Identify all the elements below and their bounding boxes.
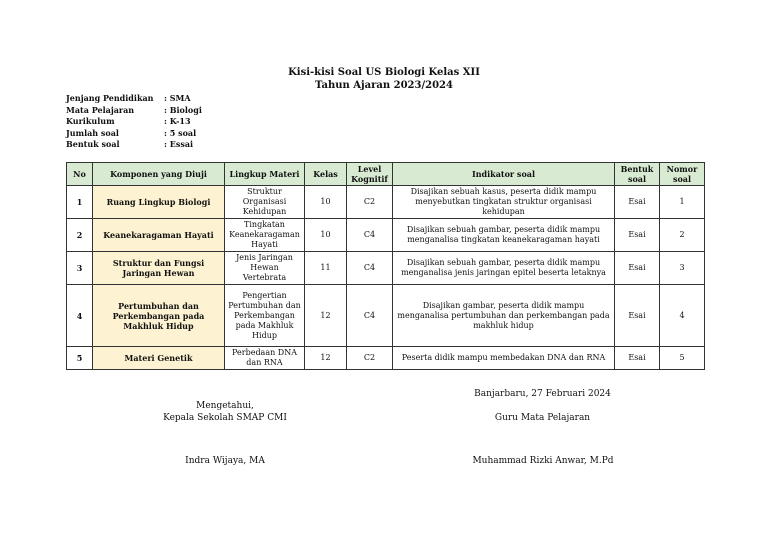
cell-nomor: 2 [660,219,705,252]
cell-nomor: 4 [660,285,705,347]
cell-lingkup: Jenis Jaringan Hewan Vertebrata [225,252,305,285]
header-level: Level Kognitif [347,163,393,186]
cell-nomor: 5 [660,347,705,370]
document-meta [66,93,202,151]
cell-bentuk: Esai [615,285,660,347]
cell-indikator: Peserta didik mampu membedakan DNA dan RNA [393,347,615,370]
cell-level: C4 [347,285,393,347]
meta-row [66,93,202,105]
cell-no: 3 [67,252,93,285]
document-title [0,66,768,92]
acknowledged-label: Mengetahui, [196,401,254,411]
meta-value: : Biologi [164,104,202,115]
table-row [67,285,705,347]
kisi-kisi-table [66,162,705,370]
cell-level: C2 [347,347,393,370]
table-row [67,252,705,285]
meta-key: Jenjang Pendidikan [66,93,154,103]
meta-value: : K-13 [164,116,191,126]
table-row [67,186,705,219]
cell-kelas: 12 [305,347,347,370]
cell-kelas: 10 [305,186,347,219]
cell-komponen: Struktur dan Fungsi Jaringan Hewan [93,252,225,285]
header-bentuk: Bentuk soal [615,163,660,186]
table-header-row [67,163,705,186]
cell-nomor: 1 [660,186,705,219]
header-indikator: Indikator soal [393,163,615,186]
cell-no: 4 [67,285,93,347]
meta-value: : 5 soal [164,127,197,138]
cell-no: 2 [67,219,93,252]
cell-lingkup: Struktur Organisasi Kehidupan [225,186,305,219]
cell-kelas: 11 [305,252,347,285]
cell-level: C4 [347,252,393,285]
title-line-1: Kisi-kisi Soal US Biologi Kelas XII [288,67,480,78]
meta-row [66,116,202,128]
table-row [67,347,705,370]
cell-indikator: Disajikan sebuah kasus, peserta didik mampu menyebutkan tingkatan struktur organisasi kehidupan [393,186,615,219]
cell-bentuk: Esai [615,219,660,252]
header-komponen: Komponen yang Diuji [93,163,225,186]
meta-key: Mata Pelajaran [66,104,135,115]
cell-lingkup: Perbedaan DNA dan RNA [225,347,305,370]
cell-komponen: Keanekaragaman Hayati [93,219,225,252]
principal-name: Indra Wijaya, MA [185,456,265,466]
cell-nomor: 3 [660,252,705,285]
meta-key: Bentuk soal [66,139,120,149]
spacer [470,400,615,412]
meta-key: Kurikulum [66,116,115,126]
header-no: No [67,163,93,186]
cell-bentuk: Esai [615,252,660,285]
cell-indikator: Disajikan sebuah gambar, peserta didik mampu menganalisa tingkatan keanekaragaman hayati [393,219,615,252]
cell-no: 1 [67,186,93,219]
meta-row [66,105,202,117]
cell-komponen: Pertumbuhan dan Perkembangan pada Makhluk Hidup [93,285,225,347]
cell-indikator: Disajikan gambar, peserta didik mampu menganalisa pertumbuhan dan perkembangan pada makhluk hidup [393,285,615,347]
signature-right [470,388,615,424]
title-line-2: Tahun Ajaran 2023/2024 [315,80,453,91]
teacher-role: Guru Mata Pelajaran [494,413,591,423]
cell-level: C4 [347,219,393,252]
meta-row [66,139,202,151]
meta-value: : SMA [164,93,191,103]
signature-date: Banjarbaru, 27 Februari 2024 [474,389,611,399]
cell-lingkup: Pengertian Pertumbuhan dan Perkembangan pada Makhluk Hidup [225,285,305,347]
meta-key: Jumlah soal [66,127,119,138]
meta-value: : Essai [164,139,194,149]
cell-lingkup: Tingkatan Keanekaragaman Hayati [225,219,305,252]
header-nomor: Nomor soal [660,163,705,186]
cell-level: C2 [347,186,393,219]
cell-bentuk: Esai [615,347,660,370]
cell-komponen: Materi Genetik [93,347,225,370]
header-kelas: Kelas [305,163,347,186]
teacher-name: Muhammad Rizki Anwar, M.Pd [472,456,614,466]
cell-indikator: Disajikan sebuah gambar, peserta didik mampu menganalisa jenis jaringan epitel beserta letaknya [393,252,615,285]
cell-kelas: 12 [305,285,347,347]
principal-role: Kepala Sekolah SMAP CMI [163,413,287,423]
table-row [67,219,705,252]
cell-no: 5 [67,347,93,370]
meta-row [66,128,202,140]
header-lingkup: Lingkup Materi [225,163,305,186]
cell-bentuk: Esai [615,186,660,219]
cell-kelas: 10 [305,219,347,252]
cell-komponen: Ruang Lingkup Biologi [93,186,225,219]
signature-left [150,400,300,424]
